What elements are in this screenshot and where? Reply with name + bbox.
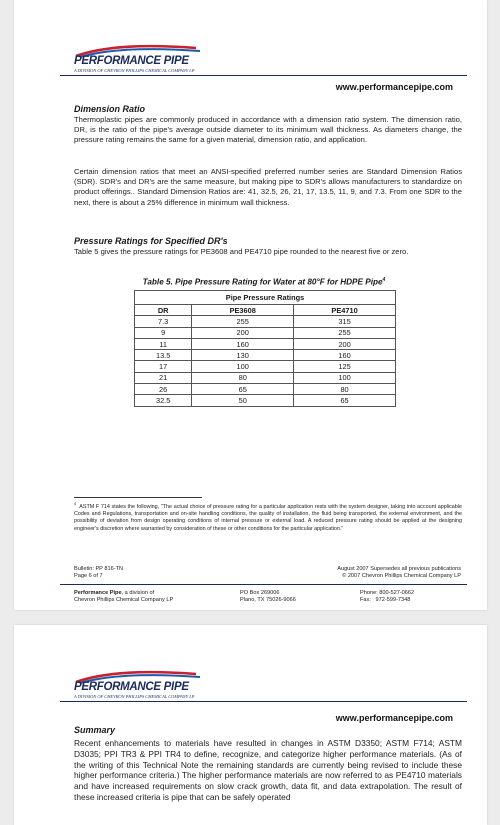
table-title [14,277,500,287]
table-row [135,327,396,338]
table-row [135,361,396,372]
bulletin-number: Bulletin: PP 816-TN [74,566,124,572]
table-row [135,350,396,361]
table-row [135,338,396,349]
footer-company-name: Performance Pipe [74,590,122,596]
cell-pe4710: 100 [294,372,396,383]
logo-tagline: A DIVISION OF CHEVRON PHILLIPS CHEMICAL COMPANY LP [74,694,195,699]
cell-pe4710: 200 [294,338,396,349]
website-url[interactable]: www.performancepipe.com [335,82,453,92]
cell-dr: 11 [135,338,192,349]
table-row [135,316,396,327]
logo-brand-name: PERFORMANCE PIPE [74,55,189,67]
website-url[interactable]: www.performancepipe.com [335,713,453,723]
footnote [74,500,462,533]
footer-company-line2: Chevron Phillips Chemical Company LP [74,597,174,603]
cell-pe3608: 65 [192,384,294,395]
heading-summary: Summary [74,725,116,735]
performance-pipe-logo [74,44,204,74]
footer-rule [60,584,467,585]
supersedes-note: August 2007 Supersedes all previous publications [337,566,461,572]
column-header-pe3608: PE3608 [192,305,294,316]
cell-pe3608: 100 [192,361,294,372]
cell-pe3608: 80 [192,372,294,383]
cell-dr: 17 [135,361,192,372]
footer-company-suffix: , a division of [121,590,155,596]
cell-dr: 26 [135,384,192,395]
cell-pe4710: 160 [294,350,396,361]
header-rule [60,75,467,76]
column-header-pe4710: PE4710 [294,305,396,316]
cell-dr: 13.5 [135,350,192,361]
cell-pe3608: 200 [192,327,294,338]
footnote-text: ASTM F 714 states the following, "The actual choice of pressure rating for a particular application rests with the system designer, taking into account applicable Codes and Regulations, transportation and on-site handling conditions, the quality of installation, the fluid being transported, the external environment, and the possibility of deviation from design operating conditions of internal pressure or external load. A reduced pressure rating should be applied at the designing engineer's discretion where warranted by consideration of these or other conditions for the particular application." [74,503,463,532]
footnote-rule [74,497,202,498]
cell-pe4710: 315 [294,316,396,327]
table-row [135,395,396,406]
table-row [135,372,396,383]
header-rule [60,701,467,702]
footnote-marker: 4 [74,501,77,506]
column-header-dr: DR [135,305,192,316]
logo-tagline: A DIVISION OF CHEVRON PHILLIPS CHEMICAL COMPANY LP [74,68,195,73]
table-title-text: Table 5. Pipe Pressure Rating for Water at 80°F for HDPE Pipe [142,277,383,287]
document-page-2 [14,625,487,825]
logo-brand-name: PERFORMANCE PIPE [74,681,189,693]
table-row [135,384,396,395]
heading-pressure-ratings: Pressure Ratings for Specified DR's [74,236,228,246]
page-number: Page 6 of 7 [74,573,103,579]
table-group-header: Pipe Pressure Ratings [135,291,396,305]
cell-dr: 9 [135,327,192,338]
paragraph-summary: Recent enhancements to materials have resulted in changes in ASTM D3350; ASTM F714; ASTM D3035; PPI TR3 & PPI TR4 to define, recognize, and categorize higher performance materials. (As of the writing of this Technical Note the remaining standards are currently being revised to include these higher performance criteria.) The higher performance materials are now referred to as PE4710 materials and have increased requirements on slow crack growth, data fit, and data extrapolation. The result of these increased criteria is pipe that can be safely operated [74,738,462,802]
cell-pe4710: 65 [294,395,396,406]
cell-pe3608: 160 [192,338,294,349]
footnote-ref: 4 [382,277,386,283]
paragraph-pressure-ratings: Table 5 gives the pressure ratings for PE3608 and PE4710 pipe rounded to the nearest five or zero. [74,247,409,256]
cell-pe4710: 125 [294,361,396,372]
document-page-1 [14,0,487,610]
cell-dr: 32.5 [135,395,192,406]
footer-company [74,590,154,597]
pressure-rating-table [134,290,396,407]
cell-pe4710: 80 [294,384,396,395]
cell-pe3608: 50 [192,395,294,406]
cell-pe3608: 130 [192,350,294,361]
paragraph-dimension-ratio: Thermoplastic pipes are commonly produced in accordance with a dimension ratio system. The dimension ratio, DR, is the ratio of the pipe's average outside diameter to its minimum wall thickness. As diameters change, the pressure rating remains the same for a given material, dimension ratio, and application. [74,115,462,145]
cell-pe3608: 255 [192,316,294,327]
copyright: © 2007 Chevron Phillips Chemical Company LP [342,573,461,579]
footer-po-box: PO Box 269006 [240,590,280,596]
footer-fax: Fax: 972-599-7348 [360,597,411,603]
performance-pipe-logo [74,670,204,700]
cell-dr: 7.3 [135,316,192,327]
cell-pe4710: 255 [294,327,396,338]
paragraph-sdr: Certain dimension ratios that meet an ANSI-specified preferred number series are Standard Dimension Ratios (SDR). SDR's and DR's are the same measure, but making pipe to SDR's allows manufacturers to standardize on product offerings.. Standard Dimension Ratios are: 41, 32.5, 26, 21, 17, 13.5, 11, 9, and 7.3. From one SDR to the next, there is about a 25% difference in minimum wall thickness. [74,167,462,207]
footer-city: Plano, TX 75026-9066 [240,597,296,603]
heading-dimension-ratio: Dimension Ratio [74,104,146,114]
footer-phone: Phone: 800-527-0662 [360,590,415,596]
cell-dr: 21 [135,372,192,383]
